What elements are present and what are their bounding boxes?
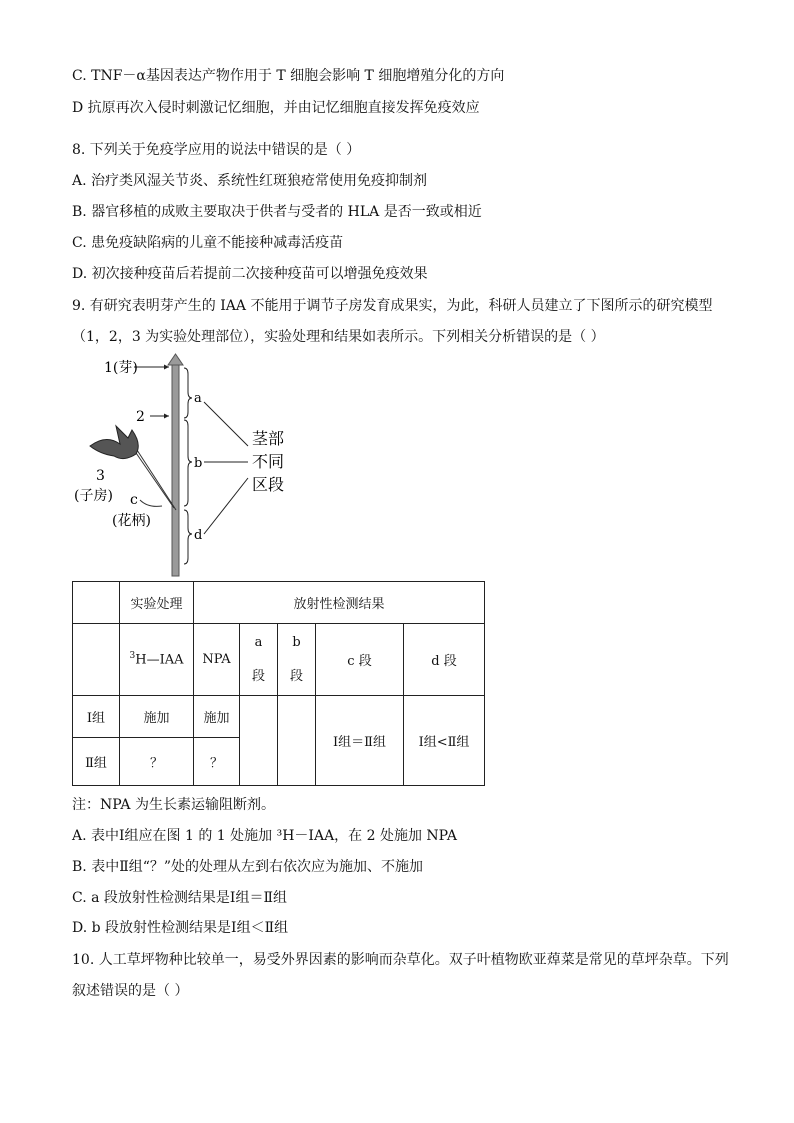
label-1-bud: 1(芽) xyxy=(104,360,138,376)
bracket-a xyxy=(184,368,192,418)
col-c-seg: c 段 xyxy=(316,624,404,696)
header-treatment: 实验处理 xyxy=(120,582,194,624)
segment-a: a xyxy=(194,391,202,406)
col-d-seg: d 段 xyxy=(404,624,485,696)
col-npa: NPA xyxy=(194,624,240,696)
col-iaa-text: H—IAA xyxy=(135,652,184,668)
col-b-letter: b xyxy=(292,635,301,650)
group1-iaa: 施加 xyxy=(120,696,194,738)
row-group-2: Ⅱ组 xyxy=(73,738,120,786)
label-c-stalk: (花柄) xyxy=(112,513,151,529)
group1-npa: 施加 xyxy=(194,696,240,738)
side-label-1: 茎部 xyxy=(252,429,285,448)
stem xyxy=(172,364,179,576)
option-b-q9: B. 表中Ⅱ组“？”处的处理从左到右依次应为施加、不施加 xyxy=(72,859,424,875)
result-c: Ⅰ组＝Ⅱ组 xyxy=(316,696,404,786)
col-a-word: 段 xyxy=(251,669,265,684)
result-d: Ⅰ组<Ⅱ组 xyxy=(404,696,485,786)
segment-b: b xyxy=(194,456,203,471)
row-group-1: Ⅰ组 xyxy=(73,696,120,738)
option-d-q9: D. b 段放射性检测结果是Ⅰ组＜Ⅱ组 xyxy=(72,920,289,936)
group2-npa: ？ xyxy=(194,738,240,786)
stem-model-diagram xyxy=(70,350,330,582)
option-c-q8: C. 患免疫缺陷病的儿童不能接种减毒活疫苗 xyxy=(72,235,344,251)
question-9-line2: （1，2，3 为实验处理部位），实验处理和结果如表所示。下列相关分析错误的是（ ） xyxy=(72,329,605,345)
option-d-q8: D. 初次接种疫苗后若提前二次接种疫苗可以增强免疫效果 xyxy=(72,266,428,282)
col-a-letter: a xyxy=(254,635,263,650)
question-8: 8. 下列关于免疫学应用的说法中错误的是（ ） xyxy=(72,142,361,158)
option-c-q9: C. a 段放射性检测结果是Ⅰ组＝Ⅱ组 xyxy=(72,890,287,906)
label-3: 3 xyxy=(96,468,105,484)
col-a-seg xyxy=(240,624,278,696)
stem-tip xyxy=(168,354,183,365)
option-a-q9: A. 表中Ⅰ组应在图 1 的 1 处施加 ³H－IAA，在 2 处施加 NPA xyxy=(72,828,457,844)
option-d-q7: D 抗原再次入侵时刺激记忆细胞，并由记忆细胞直接发挥免疫效应 xyxy=(72,100,480,116)
col-iaa xyxy=(120,624,194,696)
side-label-3: 区段 xyxy=(252,475,285,494)
bracket-d xyxy=(184,510,192,564)
ovary-shape xyxy=(90,426,138,459)
header-result: 放射性检测结果 xyxy=(194,582,485,624)
option-b-q8: B. 器官移植的成败主要取决于供者与受者的 HLA 是否一致或相近 xyxy=(72,204,482,220)
side-label-2: 不同 xyxy=(252,452,285,471)
label-c: c xyxy=(130,492,138,508)
col-iaa-sup: 3 xyxy=(129,651,136,662)
note-npa: 注：NPA 为生长素运输阻断剂。 xyxy=(72,797,275,813)
option-c-q7: C. TNF－α基因表达产物作用于 T 细胞会影响 T 细胞增殖分化的方向 xyxy=(72,68,505,84)
question-10-line1: 10. 人工草坪物种比较单一，易受外界因素的影响而杂草化。双子叶植物欧亚蔊菜是常见的草坪杂草。下列 xyxy=(72,952,729,968)
col-b-word: 段 xyxy=(289,669,303,684)
col-b-seg xyxy=(278,624,316,696)
group2-iaa: ？ xyxy=(120,738,194,786)
experiment-table xyxy=(72,581,485,786)
question-9-line1: 9. 有研究表明芽产生的 IAA 不能用于调节子房发育成果实，为此，科研人员建立了下图所示的研究模型 xyxy=(72,298,713,314)
label-3-ovary: (子房) xyxy=(74,488,113,504)
bracket-b xyxy=(184,420,192,506)
segment-d: d xyxy=(194,528,203,543)
label-2: 2 xyxy=(136,409,145,425)
option-a-q8: A. 治疗类风湿关节炎、系统性红斑狼疮常使用免疫抑制剂 xyxy=(72,173,428,189)
question-10-line2: 叙述错误的是（ ） xyxy=(72,983,189,999)
